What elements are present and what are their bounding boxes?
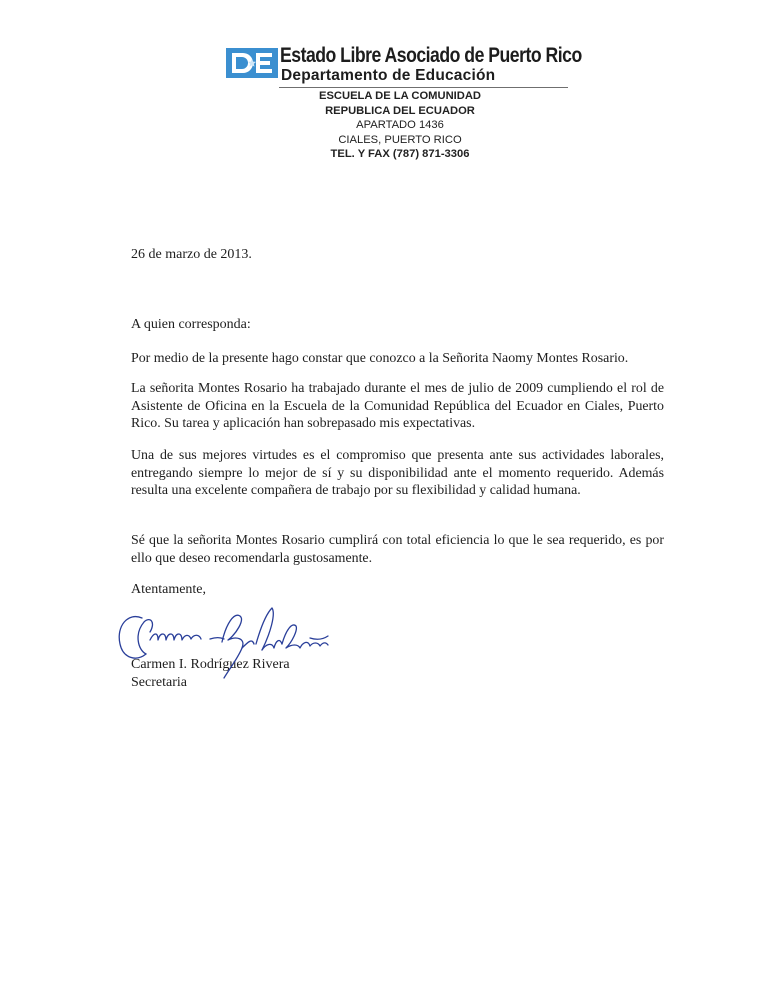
signer-name: Carmen I. Rodríguez Rivera bbox=[131, 657, 290, 672]
letterhead-title: Estado Libre Asociado de Puerto Rico bbox=[280, 44, 582, 67]
letter-date: 26 de marzo de 2013. bbox=[131, 247, 252, 262]
school-po-box: APARTADO 1436 bbox=[356, 119, 444, 132]
paragraph-2: La señorita Montes Rosario ha trabajado durante el mes de julio de 2009 cumpliendo el rol de Asistente de Oficina en la Escuela de la Comunidad República del Ecuador en Ciales, Puerto Rico. Su tarea y aplicación han sobrepasado mis expectativas. bbox=[131, 381, 664, 432]
letter-greeting: A quien corresponda: bbox=[131, 317, 251, 332]
department-logo-icon bbox=[226, 48, 278, 78]
school-name-line2: REPUBLICA DEL ECUADOR bbox=[325, 104, 475, 117]
school-phone: TEL. Y FAX (787) 871-3306 bbox=[330, 148, 470, 161]
letterhead-department: Departamento de Educación bbox=[281, 67, 496, 84]
school-address-block bbox=[292, 89, 508, 162]
paragraph-1: Por medio de la presente hago constar que conozco a la Señorita Naomy Montes Rosario. bbox=[131, 351, 629, 366]
paragraph-3: Una de sus mejores virtudes es el compromiso que presenta ante sus actividades laborales, entregando siempre lo mejor de sí y su disponibilidad ante el momento requerido. Además resulta una excelente compañera de trabajo por su flexibilidad y calidad humana. bbox=[131, 448, 664, 499]
school-name: ESCUELA DE LA COMUNIDAD bbox=[318, 90, 481, 102]
paragraph-4: Sé que la señorita Montes Rosario cumplirá con total eficiencia lo que le sea requerido, es por ello que deseo recomendarla gustosamente. bbox=[131, 533, 664, 566]
signer-title: Secretaria bbox=[131, 675, 187, 690]
letterhead-divider bbox=[279, 87, 568, 88]
school-city: CIALES, PUERTO RICO bbox=[338, 133, 462, 146]
letter-closing: Atentamente, bbox=[131, 582, 207, 597]
